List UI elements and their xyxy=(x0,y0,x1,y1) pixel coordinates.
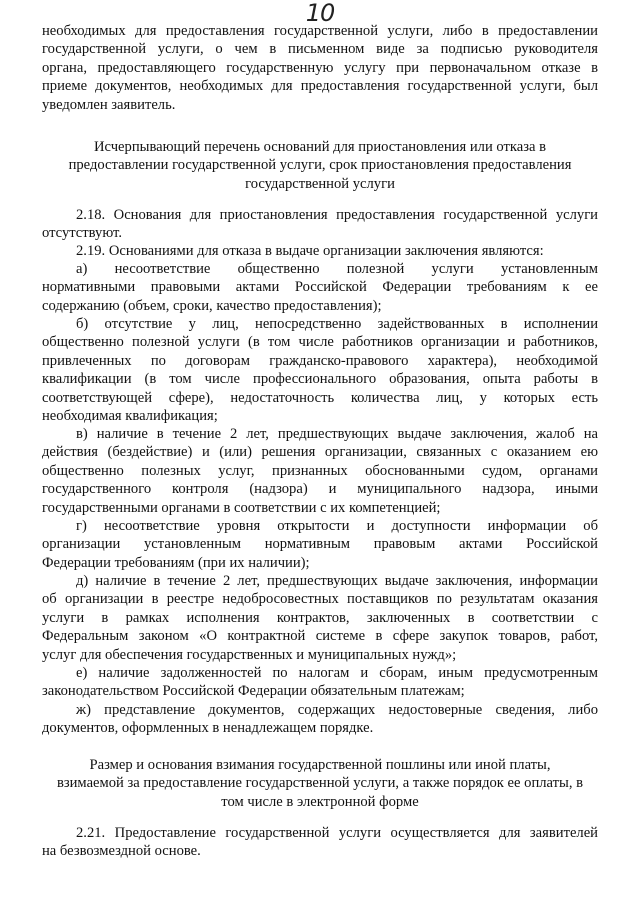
item-v xyxy=(42,425,598,517)
text-line: об организации в реестре недобросовестных поставщиков по результатам оказания xyxy=(42,591,598,608)
text-line: нормативными правовыми актами Российской Федерации требованиям к ее xyxy=(42,279,598,296)
text-line: государственной услуги, о чем в письменном виде за подписью руководителя xyxy=(42,41,598,58)
text-line: необходимая квалификация; xyxy=(42,408,218,425)
item-b xyxy=(42,315,598,425)
text-line: соответствующей сфере), недостаточность количества лиц, у которых есть xyxy=(42,389,598,406)
text-line: государственными органами в соответствии с их компетенцией; xyxy=(42,499,441,516)
paragraph-2-21 xyxy=(42,824,598,861)
item-e xyxy=(42,664,598,701)
page-number: 10 xyxy=(305,0,335,27)
paragraph-2-19 xyxy=(42,242,598,260)
heading-line: взимаемой за предоставление государственной услуги, а также порядок ее оплаты, в xyxy=(56,775,584,792)
text-line: органа, предоставляющего государственную услугу при первоначальном отказе в xyxy=(42,59,598,76)
item-a xyxy=(42,260,598,315)
section-heading-fees xyxy=(42,756,598,811)
text-line: 2.21. Предоставление государственной услуги осуществляется для заявителей xyxy=(76,825,598,841)
item-zh xyxy=(42,701,598,738)
text-line: государственного контроля (надзора) и муниципального надзора, иными xyxy=(42,481,598,498)
text-line: Федерации требованиям (при их наличии); xyxy=(42,554,310,571)
text-line: услуги в рамках исполнения контрактов, заключенных в соответствии с xyxy=(42,609,598,626)
text-line: ж) представление документов, содержащих недостоверные сведения, либо xyxy=(76,702,598,718)
text-line: организации установленным нормативным правовым актами Российской xyxy=(42,536,598,553)
text-line: д) наличие в течение 2 лет, предшествующих выдаче заключения, информации xyxy=(76,573,598,589)
section-heading-suspension xyxy=(42,138,598,193)
text-line: квалификации (в том числе профессионального образования, опыта работы в xyxy=(42,371,598,388)
text-line: содержанию (объем, сроки, качество предоставления); xyxy=(42,297,382,314)
text-line: 2.18. Основания для приостановления предоставления государственной услуги xyxy=(76,207,598,223)
item-g xyxy=(42,517,598,572)
text-line: а) несоответствие общественно полезной услуги установленным xyxy=(76,261,598,277)
text-line: необходимых для предоставления государственной услуги, либо в предоставлении xyxy=(42,23,598,39)
text-line: 2.19. Основаниями для отказа в выдаче организации заключения являются: xyxy=(76,243,544,259)
item-d xyxy=(42,572,598,664)
text-line: документов, оформленных в ненадлежащем порядке. xyxy=(42,720,374,737)
heading-line: том числе в электронной форме xyxy=(221,793,419,810)
heading-line: Исчерпывающий перечень оснований для приостановления или отказа в xyxy=(93,139,547,155)
text-line: привлеченных по договорам гражданско-правового характера), необходимой xyxy=(42,352,598,369)
text-line: общественно полезной услуги (в том числе работников организации и работников, xyxy=(42,334,598,351)
text-line: г) несоответствие уровня открытости и доступности информации об xyxy=(76,518,598,534)
text-line: е) наличие задолженностей по налогам и сборам, иным предусмотренным xyxy=(76,665,598,681)
intro-paragraph xyxy=(42,22,598,114)
heading-line: государственной услуги xyxy=(245,175,395,192)
text-line: законодательством Российской Федерации обязательным платежам; xyxy=(42,683,465,700)
text-line: уведомлен заявитель. xyxy=(42,96,176,113)
text-line: на безвозмездной основе. xyxy=(42,843,201,860)
text-line: общественно полезных услуг, признанных обоснованными судом, органами xyxy=(42,462,598,479)
heading-line: Размер и основания взимания государственной пошлины или иной платы, xyxy=(89,757,551,773)
text-line: приеме документов, необходимых для предоставления государственной услуги, был xyxy=(42,78,598,95)
paragraph-2-18 xyxy=(42,206,598,243)
text-line: действия (бездействие) и (или) решения организации, связанных с оказанием ею xyxy=(42,444,598,461)
text-line: отсутствуют. xyxy=(42,225,122,242)
heading-line: предоставлении государственной услуги, срок приостановления предоставления xyxy=(68,157,572,174)
text-line: в) наличие в течение 2 лет, предшествующих выдаче заключения, жалоб на xyxy=(76,426,598,442)
text-line: б) отсутствие у лиц, непосредственно задействованных в исполнении xyxy=(76,316,598,332)
text-line: услуг для обеспечения государственных и муниципальных нужд»; xyxy=(42,646,457,663)
text-line: Федеральным законом «О контрактной системе в сфере закупок товаров, работ, xyxy=(42,628,598,645)
